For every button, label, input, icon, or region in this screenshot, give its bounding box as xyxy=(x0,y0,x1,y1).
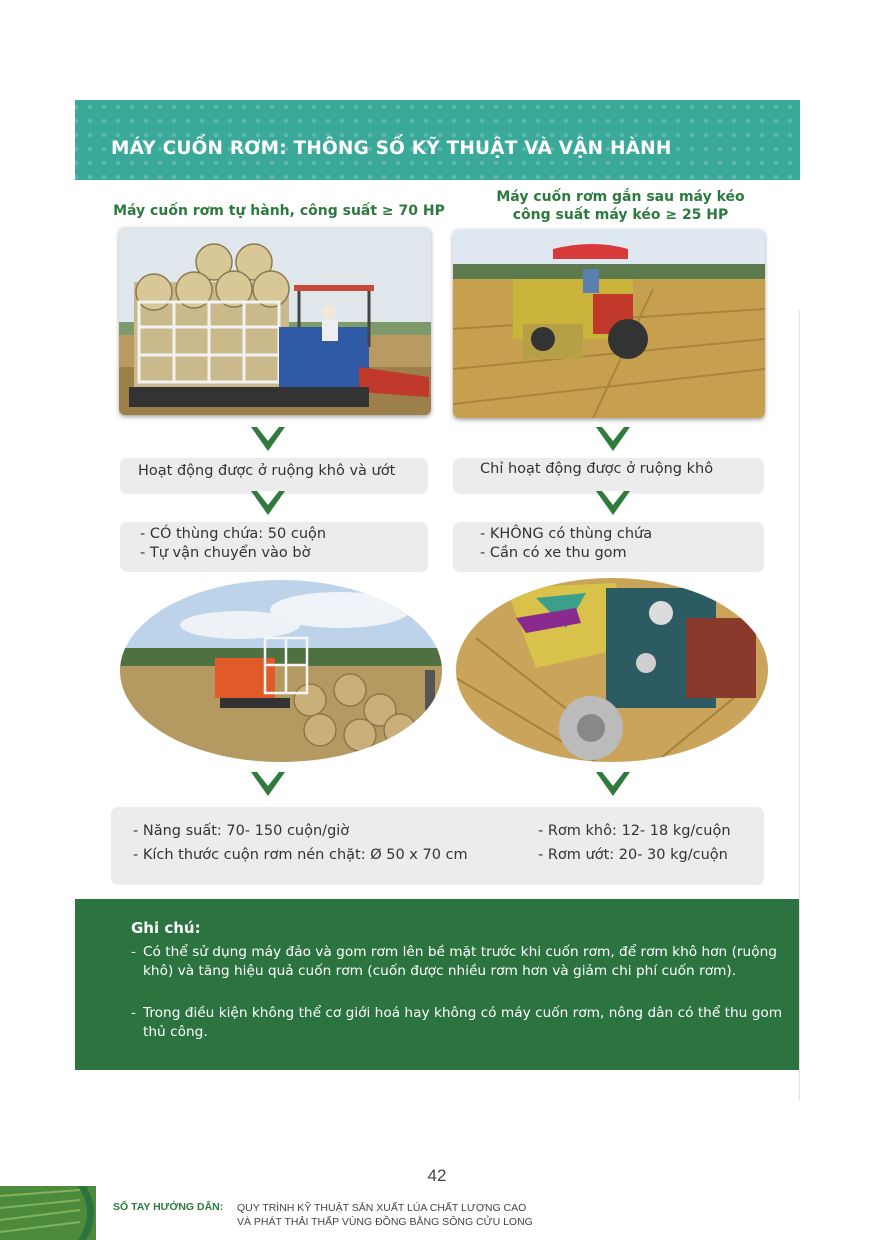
right-features-box xyxy=(453,522,764,572)
page-number: 42 xyxy=(427,1166,447,1185)
right-feature-item: - Cần có xe thu gom xyxy=(480,545,627,561)
right-condition-box xyxy=(453,458,764,494)
spec-bale-size: - Kích thước cuộn rơm nén chặt: Ø 50 x 70 cm xyxy=(133,847,468,863)
down-arrow-icon xyxy=(251,772,285,796)
spec-wet-straw: - Rơm ướt: 20- 30 kg/cuộn xyxy=(538,847,728,863)
note-item: - Có thể sử dụng máy đảo và gom rơm lên bề mặt trước khi cuốn rơm, để rơm khô hơn (ruộng khô) và tăng hiệu quả cuốn rơm (cuốn được nhiều rơm hơn và giảm chi phí cuốn rơm). xyxy=(131,943,791,981)
baler-mechanism-photo xyxy=(456,578,768,762)
right-title-line-1: Máy cuốn rơm gắn sau máy kéo xyxy=(496,189,745,205)
footer-line-2: VÀ PHÁT THẢI THẤP VÙNG ĐỒNG BẰNG SÔNG CỬU LONG xyxy=(237,1216,533,1228)
section-header xyxy=(75,100,800,180)
section-title: MÁY CUỐN RƠM: THÔNG SỐ KỸ THUẬT VÀ VẬN HÀNH xyxy=(111,138,672,159)
down-arrow-icon xyxy=(251,491,285,515)
left-column-title: Máy cuốn rơm tự hành, công suất ≥ 70 HP xyxy=(113,203,445,219)
left-feature-item: - CÓ thùng chứa: 50 cuộn xyxy=(140,526,327,542)
footer-line-1: QUY TRÌNH KỸ THUẬT SẢN XUẤT LÚA CHẤT LƯỢNG CAO xyxy=(237,1202,527,1214)
right-condition-text: Chỉ hoạt động được ở ruộng khô xyxy=(480,461,714,477)
down-arrow-icon xyxy=(251,427,285,451)
notes-panel xyxy=(75,899,799,1070)
specifications-box xyxy=(111,807,764,885)
down-arrow-icon xyxy=(596,772,630,796)
note-item-text: Có thể sử dụng máy đảo và gom rơm lên bề mặt trước khi cuốn rơm, để rơm khô hơn (ruộng khô) và tăng hiệu quả cuốn rơm (cuốn được nhiều rơm hơn và giảm chi phí cuốn rơm). xyxy=(143,944,777,979)
right-column-title xyxy=(468,188,773,224)
right-feature-item: - KHÔNG có thùng chứa xyxy=(480,526,653,542)
down-arrow-icon xyxy=(596,491,630,515)
down-arrow-icon xyxy=(596,427,630,451)
spec-dry-straw: - Rơm khô: 12- 18 kg/cuộn xyxy=(538,823,731,839)
self-propelled-baler-photo xyxy=(119,227,431,415)
note-item: - Trong điều kiện không thể cơ giới hoá hay không có máy cuốn rơm, nông dân có thể thu gom thủ công. xyxy=(131,1004,791,1042)
baler-in-field-photo xyxy=(120,580,442,762)
left-condition-text: Hoạt động được ở ruộng khô và ướt xyxy=(138,463,396,479)
rice-field-footer-image xyxy=(0,1186,96,1240)
left-condition-box xyxy=(120,458,428,494)
tractor-baler-photo xyxy=(453,229,765,418)
right-title-line-2: công suất máy kéo ≥ 25 HP xyxy=(512,207,729,223)
note-item-text: Trong điều kiện không thể cơ giới hoá hay không có máy cuốn rơm, nông dân có thể thu gom thủ công. xyxy=(143,1005,783,1040)
footer-book-title xyxy=(237,1201,533,1229)
left-features-box xyxy=(120,522,428,572)
footer-label: SỔ TAY HƯỚNG DẪN: xyxy=(113,1201,224,1213)
left-feature-item: - Tự vận chuyển vào bờ xyxy=(140,545,311,561)
spec-productivity: - Năng suất: 70- 150 cuộn/giờ xyxy=(133,823,350,839)
notes-title: Ghi chú: xyxy=(131,919,201,937)
margin-divider xyxy=(799,310,800,1100)
